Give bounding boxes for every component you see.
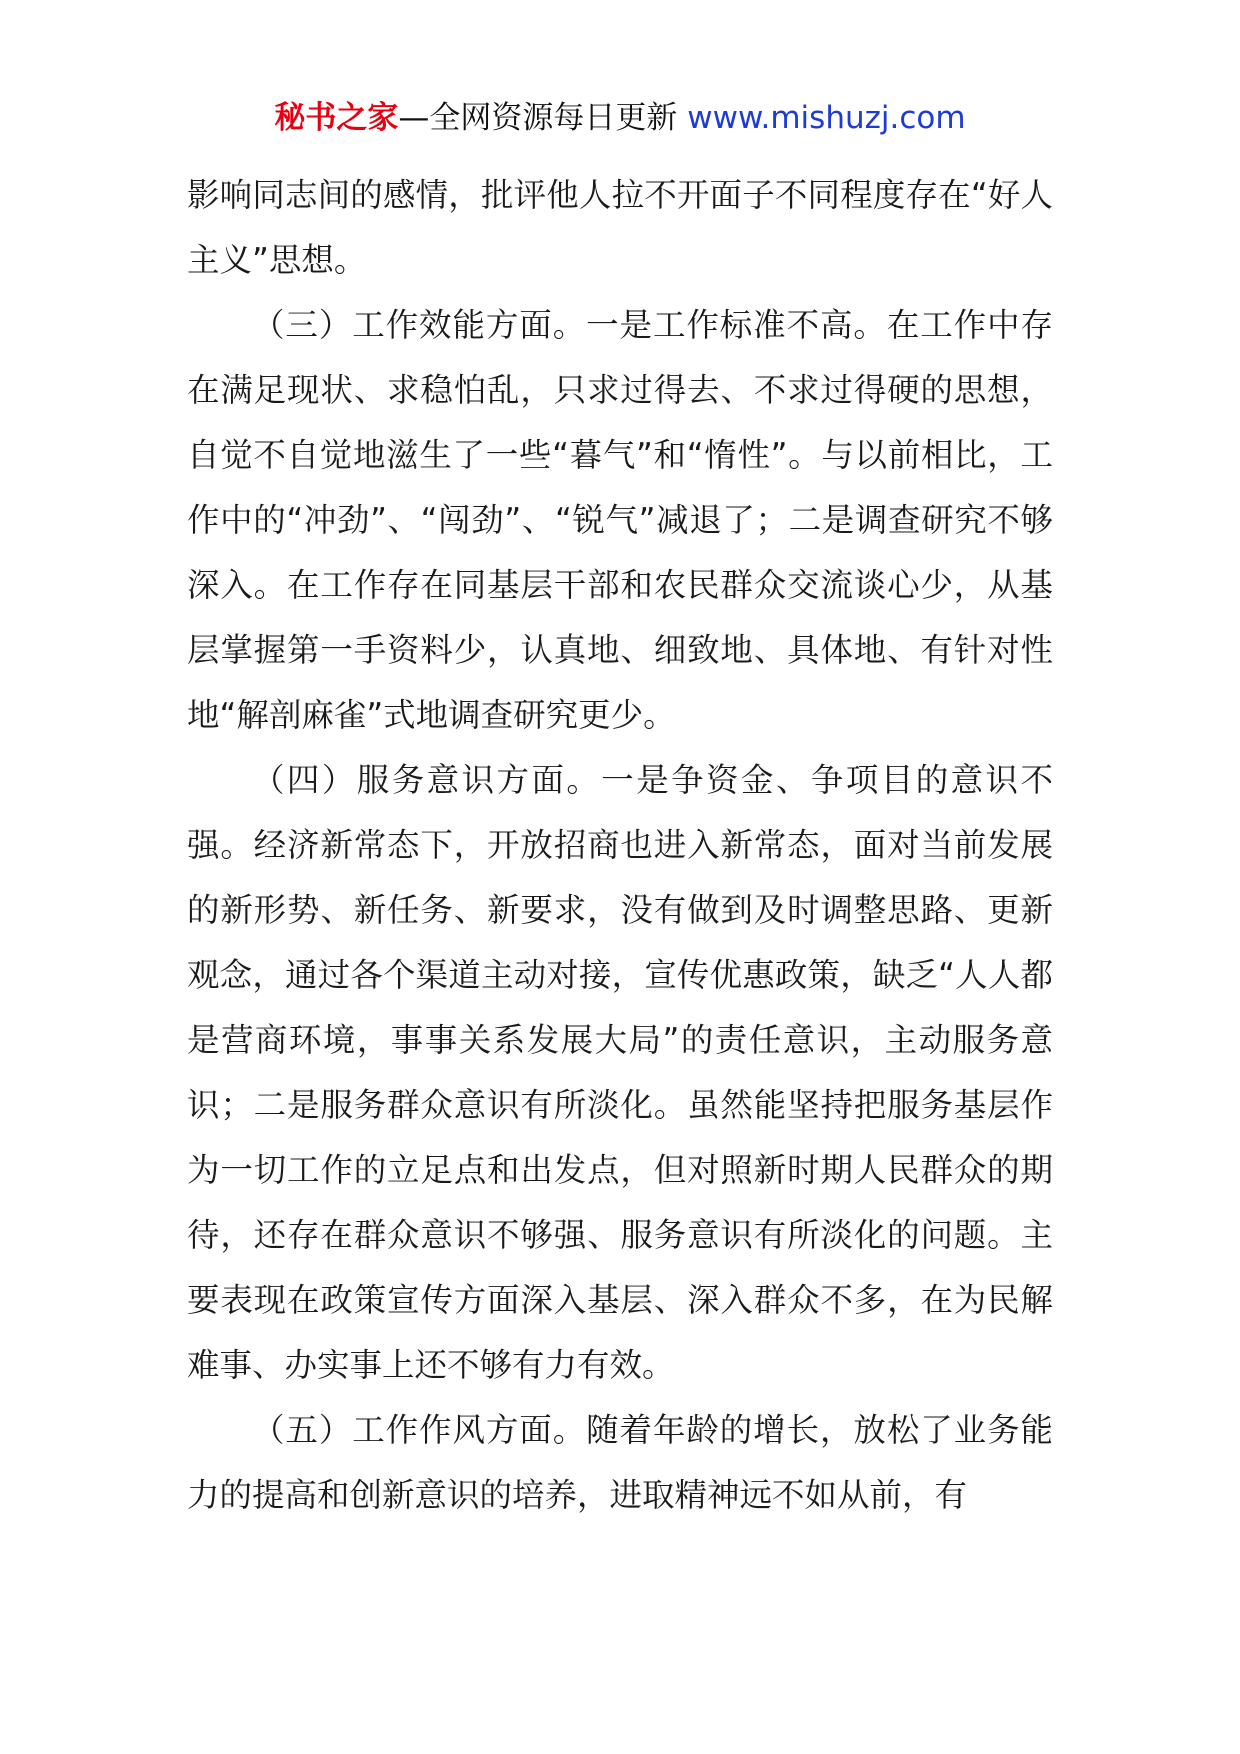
paragraph-work-efficiency: （三）工作效能方面。一是工作标准不高。在工作中存在满足现状、求稳怕乱，只求过得去、不求过得硬的思想，自觉不自觉地滋生了一些“暮气”和“惰性”。与以前相比，工作中的“冲劲”、“闯劲”、“锐气”减退了；二是调查研究不够深入。在工作存在同基层干部和农民群众交流谈心少，从基层掌握第一手资料少，认真地、细致地、具体地、有针对性地“解剖麻雀”式地调查研究更少。 xyxy=(187,306,1053,734)
paragraph-continued: 影响同志间的感情，批评他人拉不开面子不同程度存在“好人主义”思想。 xyxy=(187,176,1053,279)
document-body xyxy=(187,163,1053,1528)
header-tagline: —全网资源每日更新 xyxy=(398,100,678,136)
site-url-link[interactable]: www.mishuzj.com xyxy=(687,100,966,136)
page-header xyxy=(0,96,1240,140)
paragraph-service-awareness: （四）服务意识方面。一是争资金、争项目的意识不强。经济新常态下，开放招商也进入新常态，面对当前发展的新形势、新任务、新要求，没有做到及时调整思路、更新观念，通过各个渠道主动对接，宣传优惠政策，缺乏“人人都是营商环境，事事关系发展大局”的责任意识，主动服务意识；二是服务群众意识有所淡化。虽然能坚持把服务基层作为一切工作的立足点和出发点，但对照新时期人民群众的期待，还存在群众意识不够强、服务意识有所淡化的问题。主要表现在政策宣传方面深入基层、深入群众不多，在为民解难事、办实事上还不够有力有效。 xyxy=(187,761,1053,1384)
brand-name: 秘书之家 xyxy=(274,100,399,136)
paragraph-work-style: （五）工作作风方面。随着年龄的增长，放松了业务能力的提高和创新意识的培养，进取精神远不如从前，有 xyxy=(187,1411,1053,1514)
